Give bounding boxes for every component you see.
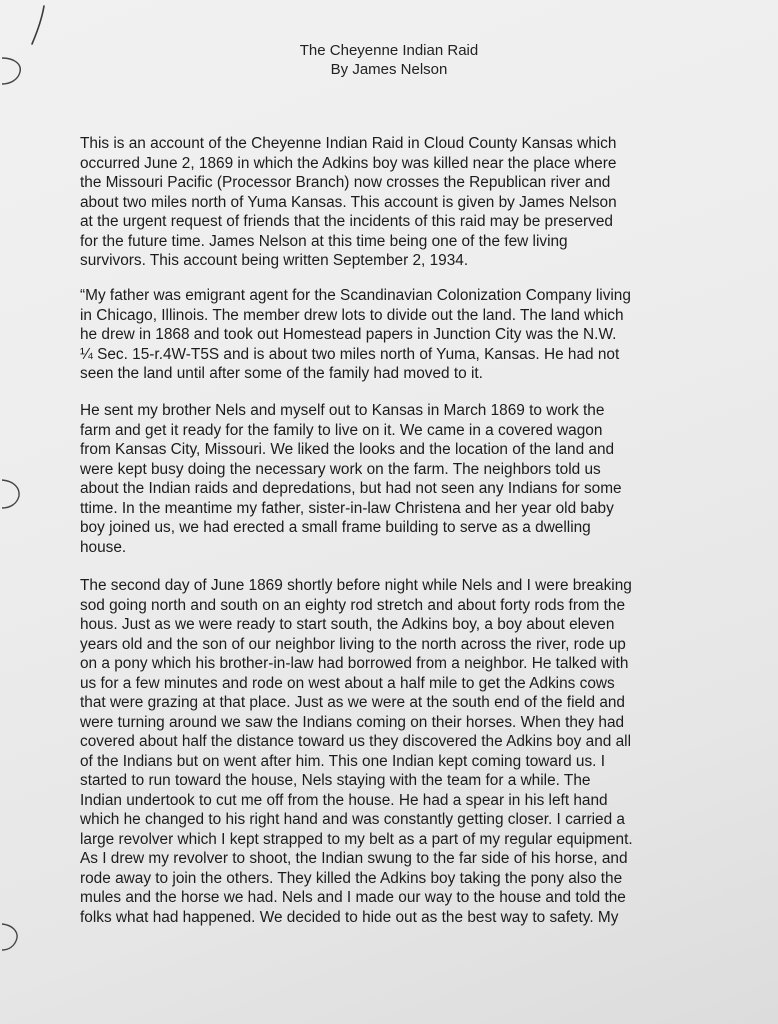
- hole-punch-mark-bottom: [0, 920, 22, 954]
- text-line: This is an account of the Cheyenne Indian Raid in Cloud County Kansas which: [80, 135, 617, 152]
- text-line: Indian undertook to cut me off from the house. He had a spear in his left hand: [80, 791, 608, 809]
- text-line: us for a few minutes and rode on west about a half mile to get the Adkins cows: [80, 674, 615, 692]
- paragraph-father: [80, 286, 720, 384]
- text-line: which he changed to his right hand and was constantly getting closer. I carried a: [80, 811, 625, 828]
- text-line: folks what had happened. We decided to hide out as the best way to safety. My: [80, 908, 619, 926]
- text-line: started to run toward the house, Nels staying with the team for a while. The: [80, 772, 591, 789]
- text-line: of the Indians but on went after him. This one Indian kept coming toward us. I: [80, 752, 606, 770]
- text-line: house.: [80, 538, 127, 556]
- text-line: he drew in 1868 and took out Homestead papers in Junction City was the N.W.: [80, 326, 617, 343]
- paragraph-brother: [80, 401, 720, 557]
- text-line: from Kansas City, Missouri. We liked the looks and the location of the land and: [80, 441, 615, 458]
- document-byline: By James Nelson: [330, 61, 448, 78]
- text-line: seen the land until after some of the family had moved to it.: [80, 365, 483, 382]
- text-line: The second day of June 1869 shortly before night while Nels and I were breaking: [80, 577, 632, 594]
- paragraph-intro: [80, 134, 720, 271]
- hole-punch-mark-middle: [0, 476, 24, 514]
- text-line: “My father was emigrant agent for the Scandinavian Colonization Company living: [80, 287, 631, 304]
- text-line: about two miles north of Yuma Kansas. This account is given by James Nelson: [80, 193, 617, 211]
- text-line: rode away to join the others. They killed the Adkins boy taking the pony also the: [80, 869, 623, 887]
- document-title: The Cheyenne Indian Raid: [299, 42, 479, 59]
- text-line: for the future time. James Nelson at this time being one of the few living: [80, 232, 568, 250]
- text-line: were kept busy doing the necessary work on the farm. The neighbors told us: [80, 460, 601, 478]
- paragraph-raid: [80, 576, 720, 927]
- text-line: farm and get it ready for the family to live on it. We came in a covered wagon: [80, 421, 603, 439]
- text-line: that were grazing at that place. Just as we were at the south end of the field and: [80, 694, 625, 711]
- text-line: mules and the horse we had. Nels and I made our way to the house and told the: [80, 889, 626, 906]
- text-line: the Missouri Pacific (Processor Branch) now crosses the Republican river and: [80, 174, 611, 191]
- text-line: sod going north and south on an eighty rod stretch and about forty rods from the: [80, 596, 625, 614]
- text-line: large revolver which I kept strapped to my belt as a part of my regular equipment.: [80, 830, 633, 848]
- text-line: covered about half the distance toward us they discovered the Adkins boy and all: [80, 733, 631, 750]
- text-line: were turning around we saw the Indians coming on their horses. When they had: [80, 713, 625, 731]
- text-line: He sent my brother Nels and myself out to Kansas in March 1869 to work the: [80, 402, 605, 419]
- text-line: boy joined us, we had erected a small frame building to serve as a dwelling: [80, 519, 591, 536]
- text-line: in Chicago, Illinois. The member drew lots to divide out the land. The land which: [80, 306, 624, 324]
- text-line: ¼ Sec. 15-r.4W-T5S and is about two miles north of Yuma, Kansas. He had not: [80, 345, 620, 363]
- text-line: years old and the son of our neighbor living to the north across the river, rode up: [80, 635, 626, 653]
- text-line: ttime. In the meantime my father, sister-in-law Christena and her year old baby: [80, 499, 614, 517]
- text-line: at the urgent request of friends that the incidents of this raid may be preserved: [80, 213, 613, 230]
- text-line: survivors. This account being written September 2, 1934.: [80, 252, 469, 269]
- text-line: As I drew my revolver to shoot, the Indian swung to the far side of his horse, and: [80, 850, 628, 867]
- text-line: about the Indian raids and depredations, but had not seen any Indians for some: [80, 480, 622, 497]
- text-line: hous. Just as we were ready to start south, the Adkins boy, a boy about eleven: [80, 616, 615, 633]
- text-line: occurred June 2, 1869 in which the Adkins boy was killed near the place where: [80, 154, 617, 172]
- text-line: on a pony which his brother-in-law had borrowed from a neighbor. He talked with: [80, 655, 629, 672]
